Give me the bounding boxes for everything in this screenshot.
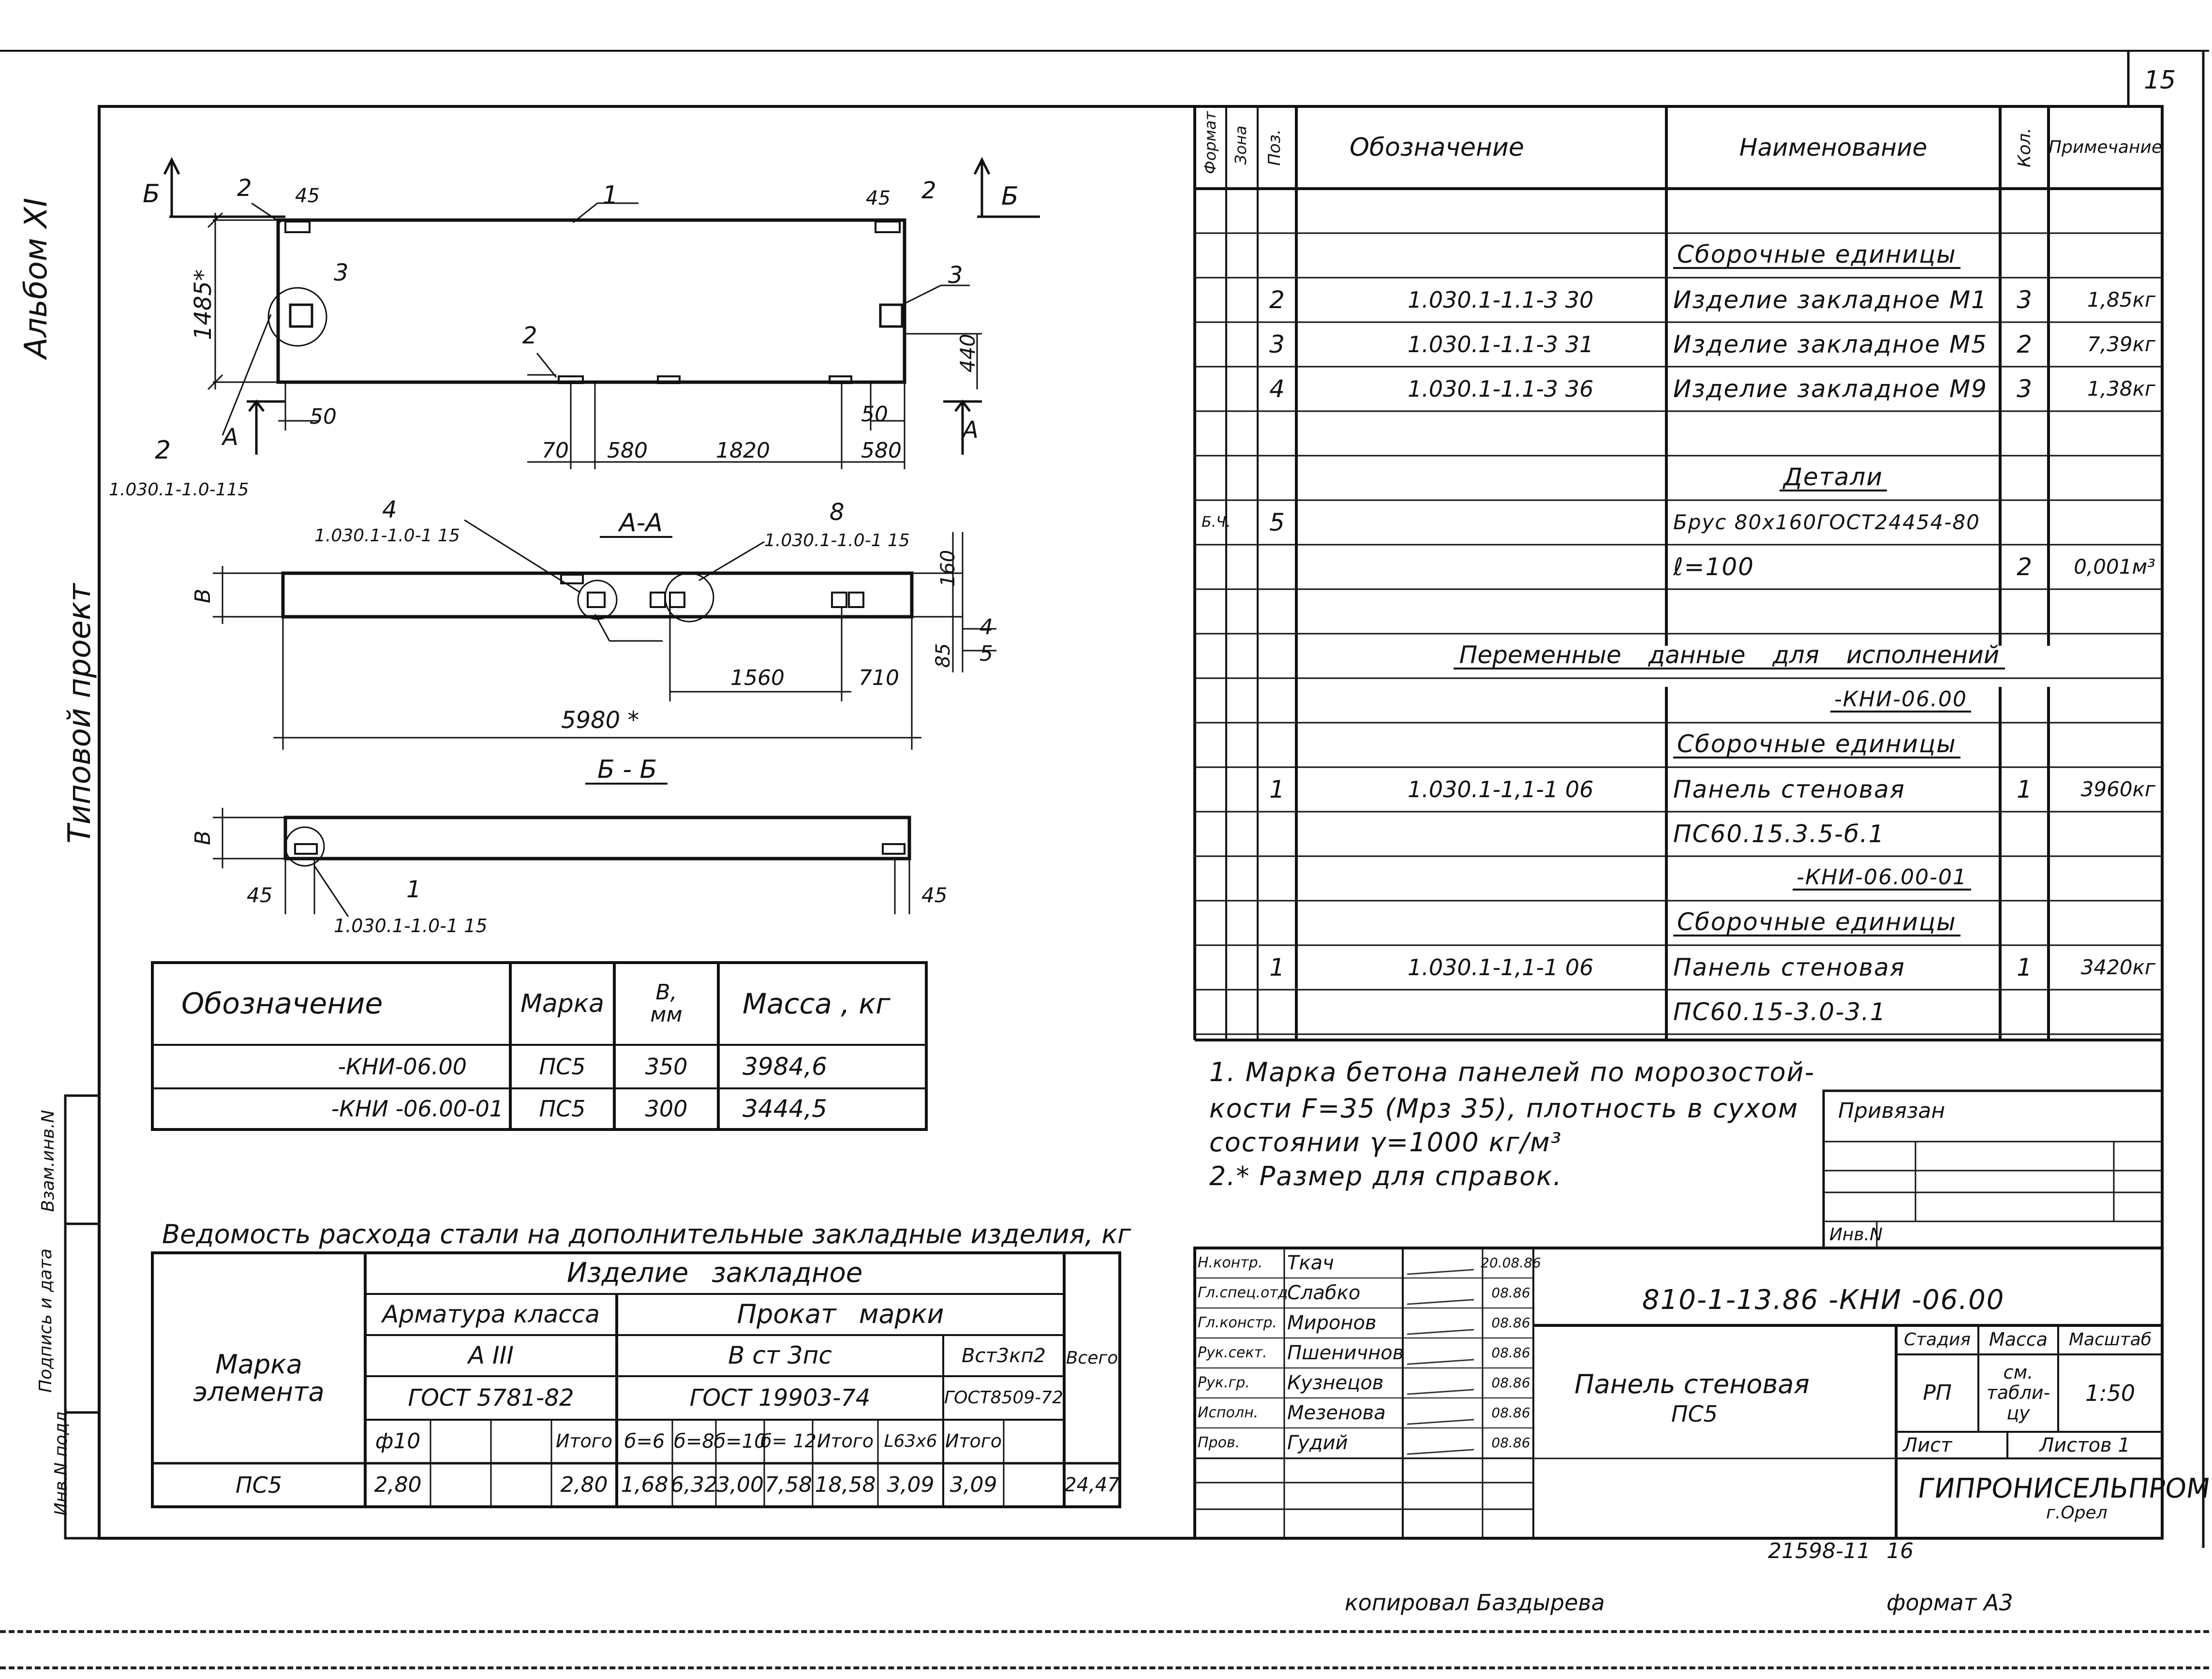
spec-cell-name: ПС60.15-3.0-3.1 [1673, 997, 1886, 1026]
steel-val-itogo-2: 18,58 [815, 1472, 876, 1497]
role-date: 08.86 [1491, 1375, 1530, 1391]
role-date: 08.86 [1491, 1435, 1530, 1451]
mark-r2-b: 300 [645, 1096, 688, 1122]
steel-val-f10: 2,80 [374, 1472, 422, 1497]
spec-cell-fmt: Б.Ч. [1202, 514, 1231, 531]
steel-sub-itogo-3: Итого [945, 1430, 1002, 1452]
role-date: 08.86 [1491, 1285, 1530, 1301]
dim-45-bb-b: 45 [921, 883, 948, 907]
pos-8-aa: 8 [830, 499, 845, 526]
steel-sub-itogo-2: Итого [817, 1430, 874, 1452]
pos-4-aa: 4 [382, 496, 397, 523]
spec-h-name: Наименование [1739, 133, 1928, 162]
spec-cell-note: 3960кг [2080, 777, 2155, 801]
role-date: 08.86 [1491, 1315, 1530, 1331]
ref-4-aa: 1.030.1-1.0-1 15 [314, 526, 460, 546]
mark-r1-b: 350 [645, 1053, 688, 1080]
spec-underlined-text: Сборочные единицы [1673, 731, 1960, 759]
spec-underlined-text: -КНИ-06.00-01 [1793, 866, 1971, 891]
pos-2-plan-d: 2 [155, 436, 171, 465]
steel-val-itogo-1: 2,80 [560, 1472, 608, 1497]
spec-underlined-text: Детали [1780, 464, 1887, 492]
strip-vzam-inv: Взам.инв.N [38, 1110, 58, 1212]
section-aa-title: А-А [619, 508, 663, 537]
steel-h-rebar: Арматура класса [382, 1300, 600, 1329]
note-line-3: состоянии γ=1000 кг/м³ [1209, 1127, 1562, 1158]
spec-cell-qty: 2 [2017, 552, 2032, 581]
spec-cell-pos: 3 [1269, 330, 1285, 358]
title-name-1: Панель стеновая [1574, 1369, 1810, 1399]
binding-title: Привязан [1838, 1099, 1945, 1123]
title-code: 810-1-13.86 -КНИ -06.00 [1642, 1284, 2005, 1316]
steel-h-vst3kp2: Вст3кп2 [962, 1344, 1046, 1367]
cut-b-left: Б [143, 179, 160, 208]
spec-cell-pos: 1 [1269, 953, 1285, 981]
mark-r2-mark: ПС5 [539, 1096, 586, 1122]
bottom-page: 16 [1886, 1539, 1914, 1563]
steel-val-total: 24,47 [1064, 1474, 1120, 1496]
spec-cell-note: 1,38кг [2087, 376, 2155, 401]
role-title: Гл.спец.отд [1198, 1284, 1288, 1302]
pos-4-aa-right: 4 [980, 615, 993, 639]
steel-val-itogo-3: 3,09 [950, 1472, 997, 1497]
spec-cell-name: ℓ=100 [1673, 552, 1754, 581]
steel-h-gost2: ГОСТ 19903-74 [689, 1384, 871, 1412]
pos-2-plan-b: 2 [921, 177, 936, 204]
spec-cell-note: 0,001м³ [2074, 554, 2155, 579]
spec-cell-des: 1.030.1-1.1-3 31 [1408, 331, 1594, 357]
role-name: Кузнецов [1287, 1372, 1384, 1394]
title-org: ГИПРОНИСЕЛЬПРОМ [1915, 1473, 2212, 1504]
cut-a-right: А [963, 416, 979, 444]
role-name: Пшеничнов [1287, 1342, 1404, 1364]
spec-cell-pos: 4 [1269, 374, 1285, 403]
steel-val-d6: 1,68 [621, 1472, 668, 1497]
spec-cell-note: 1,85кг [2087, 287, 2155, 312]
note-line-4: 2.* Размер для справок. [1209, 1161, 1562, 1191]
steel-sub-d6: б=6 [624, 1430, 665, 1453]
mark-r1-mark: ПС5 [539, 1053, 586, 1080]
steel-val-d8: 6,32 [670, 1472, 718, 1497]
title-stage-h: Стадия [1903, 1330, 1971, 1350]
title-mass-h: Масса [1989, 1329, 2048, 1351]
spec-cell-name: ПС60.15.3.5-б.1 [1673, 819, 1885, 848]
role-date: 08.86 [1491, 1345, 1530, 1361]
steel-sub-l63: L63х6 [884, 1431, 937, 1452]
steel-h-vst3ps: В ст 3пс [728, 1341, 832, 1370]
dim-50-b: 50 [861, 402, 888, 427]
role-title: Н.контр. [1198, 1254, 1263, 1272]
dim-5980: 5980 * [561, 707, 639, 734]
role-title: Гл.констр. [1198, 1314, 1277, 1332]
steel-sub-itogo-1: Итого [555, 1430, 613, 1452]
sheet-number: 15 [2144, 66, 2176, 95]
dim-580-a: 580 [607, 438, 648, 463]
spec-cell-des: 1.030.1-1.1-3 30 [1408, 286, 1594, 313]
dim-440: 440 [955, 333, 980, 373]
steel-h-product: Изделие закладное [566, 1257, 863, 1289]
spec-cell-des: 1.030.1-1.1-3 36 [1408, 375, 1594, 402]
cut-a-left: А [223, 424, 238, 451]
spec-cell-qty: 1 [2017, 953, 2032, 981]
spec-cell-name: Изделие закладное М5 [1673, 330, 1988, 358]
spec-cell-pos: 1 [1269, 775, 1285, 803]
dim-50-a: 50 [310, 404, 337, 429]
strip-inv-podl: Инв.N подл. [51, 1406, 71, 1516]
pos-3-plan-b: 3 [948, 262, 963, 289]
dim-160: 160 [937, 550, 959, 587]
dim-b-aa: В [191, 588, 216, 604]
spec-cell-pos: 2 [1269, 285, 1285, 314]
steel-val-l63: 3,09 [887, 1472, 935, 1497]
spec-cell-name: Брус 80х160ГОСТ24454-80 [1673, 510, 1980, 534]
album-label: Альбом XI [18, 197, 54, 359]
role-title: Рук.гр. [1198, 1374, 1250, 1392]
steel-row-mark: ПС5 [236, 1471, 282, 1498]
spec-cell-des: 1.030.1-1,1-1 06 [1408, 776, 1594, 802]
role-name: Мезенова [1287, 1402, 1386, 1424]
spec-h-note: Примечание [2048, 137, 2163, 158]
role-title: Пров. [1198, 1434, 1240, 1452]
steel-h-gost1: ГОСТ 5781-82 [408, 1384, 574, 1412]
spec-cell-name: Панель стеновая [1673, 953, 1905, 981]
spec-cell-des: 1.030.1-1,1-1 06 [1408, 954, 1594, 981]
title-sheet-h: Лист [1903, 1434, 1952, 1456]
dim-1820: 1820 [716, 438, 770, 463]
ref-bb: 1.030.1-1.0-1 15 [334, 915, 488, 936]
spec-underlined-text: Сборочные единицы [1673, 909, 1960, 937]
role-date: 08.86 [1491, 1405, 1530, 1421]
spec-h-zone: Зона [1232, 125, 1250, 165]
dim-45-plan-b: 45 [866, 187, 891, 209]
mark-r2-designation: -КНИ -06.00-01 [331, 1096, 504, 1122]
title-mass: см. табли- цу [1986, 1362, 2050, 1424]
spec-h-qty: Кол. [2014, 127, 2034, 168]
spec-cell-qty: 2 [2017, 330, 2032, 358]
steel-h-total: Всего [1066, 1348, 1118, 1368]
spec-cell-qty: 1 [2017, 775, 2032, 803]
steel-sub-d8: б=8 [674, 1430, 714, 1453]
steel-sub-d12: б= 12 [760, 1430, 817, 1452]
spec-cell-name: Изделие закладное М1 [1673, 285, 1988, 314]
dim-710: 710 [859, 666, 899, 690]
dim-45-bb-a: 45 [247, 883, 273, 907]
spec-cell-name: Изделие закладное М9 [1673, 374, 1988, 403]
pos-3-plan-a: 3 [334, 259, 349, 286]
role-title: Рук.сект. [1198, 1344, 1267, 1362]
steel-h-rolled: Прокат марки [737, 1299, 944, 1330]
spec-cell-name: Панель стеновая [1673, 775, 1905, 803]
spec-h-designation: Обозначение [1350, 133, 1524, 162]
pos-1-plan: 1 [602, 181, 619, 210]
spec-span-text: Переменные данные для исполнений [1454, 642, 2005, 670]
spec-h-format: Формат [1201, 111, 1219, 174]
title-scale: 1:50 [2085, 1380, 2136, 1406]
spec-underlined-text: -КНИ-06.00 [1830, 688, 1971, 713]
spec-cell-note: 3420кг [2080, 955, 2155, 979]
mark-r2-mass: 3444,5 [742, 1095, 827, 1123]
format-label: формат А3 [1886, 1590, 2013, 1616]
steel-h-element: Марка элемента [193, 1349, 325, 1407]
steel-val-d10: 3,00 [716, 1472, 764, 1497]
note-line-2: кости F=35 (Мрз 35), плотность в сухом [1209, 1093, 1799, 1124]
mark-h-mass: Масса , кг [742, 987, 891, 1020]
steel-sub-f10: ф10 [375, 1428, 421, 1454]
role-date: 20.08.86 [1481, 1255, 1541, 1271]
cut-b-right: Б [1001, 182, 1019, 211]
note-line-1: 1. Марка бетона панелей по морозостой- [1209, 1057, 1815, 1087]
title-city: г.Орел [2046, 1503, 2108, 1523]
spec-cell-qty: 3 [2017, 374, 2032, 403]
role-name: Ткач [1287, 1252, 1334, 1274]
copied-by: копировал Баздырева [1345, 1590, 1605, 1616]
dim-1560: 1560 [730, 666, 785, 690]
ref-plan: 1.030.1-1.0-115 [109, 480, 249, 500]
dim-45-plan-a: 45 [295, 185, 320, 207]
mark-h-mark: Марка [520, 989, 604, 1018]
binding-inv: Инв.N [1829, 1225, 1883, 1245]
dim-70: 70 [542, 438, 569, 463]
role-name: Гудий [1287, 1432, 1348, 1454]
section-bb-title: Б - Б [597, 755, 657, 784]
mark-h-designation: Обозначение [181, 986, 383, 1021]
dim-85: 85 [932, 643, 954, 668]
pos-2-plan-c: 2 [522, 322, 537, 349]
spec-cell-qty: 3 [2017, 285, 2032, 314]
pos-5-aa-right: 5 [980, 641, 993, 666]
strip-sign-date: Подпись и дата [35, 1248, 56, 1393]
steel-caption: Ведомость расхода стали на дополнительные закладные изделия, кг [162, 1219, 1131, 1249]
spec-underlined-text: Сборочные единицы [1673, 242, 1960, 269]
steel-sub-d10: б=10 [713, 1430, 767, 1453]
title-name-2: ПС5 [1671, 1401, 1718, 1427]
spec-cell-note: 7,39кг [2087, 332, 2155, 356]
title-sheets-h: Листов 1 [2039, 1434, 2130, 1456]
steel-h-a3: А III [468, 1341, 514, 1370]
title-stage: РП [1923, 1380, 1952, 1405]
project-label: Типовой проект [62, 583, 98, 844]
mark-r1-designation: -КНИ-06.00 [338, 1053, 467, 1080]
role-title: Исполн. [1198, 1404, 1259, 1422]
role-name: Слабко [1287, 1282, 1361, 1304]
spec-cell-pos: 5 [1269, 508, 1285, 536]
dim-1485: 1485* [190, 269, 217, 341]
pos-1-bb: 1 [406, 876, 421, 903]
steel-h-gost3: ГОСТ8509-72 [944, 1388, 1063, 1408]
dim-b-bb: В [191, 830, 216, 846]
ref-8-aa: 1.030.1-1.0-1 15 [764, 531, 910, 550]
spec-h-pos: Поз. [1265, 129, 1284, 166]
mark-r1-mass: 3984,6 [742, 1052, 827, 1081]
role-name: Миронов [1287, 1312, 1377, 1334]
steel-val-d12: 7,58 [765, 1472, 812, 1497]
title-scale-h: Масштаб [2068, 1330, 2152, 1350]
bottom-code: 21598-11 [1768, 1539, 1871, 1563]
mark-h-b: В, мм [650, 980, 683, 1027]
pos-2-plan-a: 2 [237, 175, 252, 202]
dim-580-b: 580 [861, 438, 902, 463]
